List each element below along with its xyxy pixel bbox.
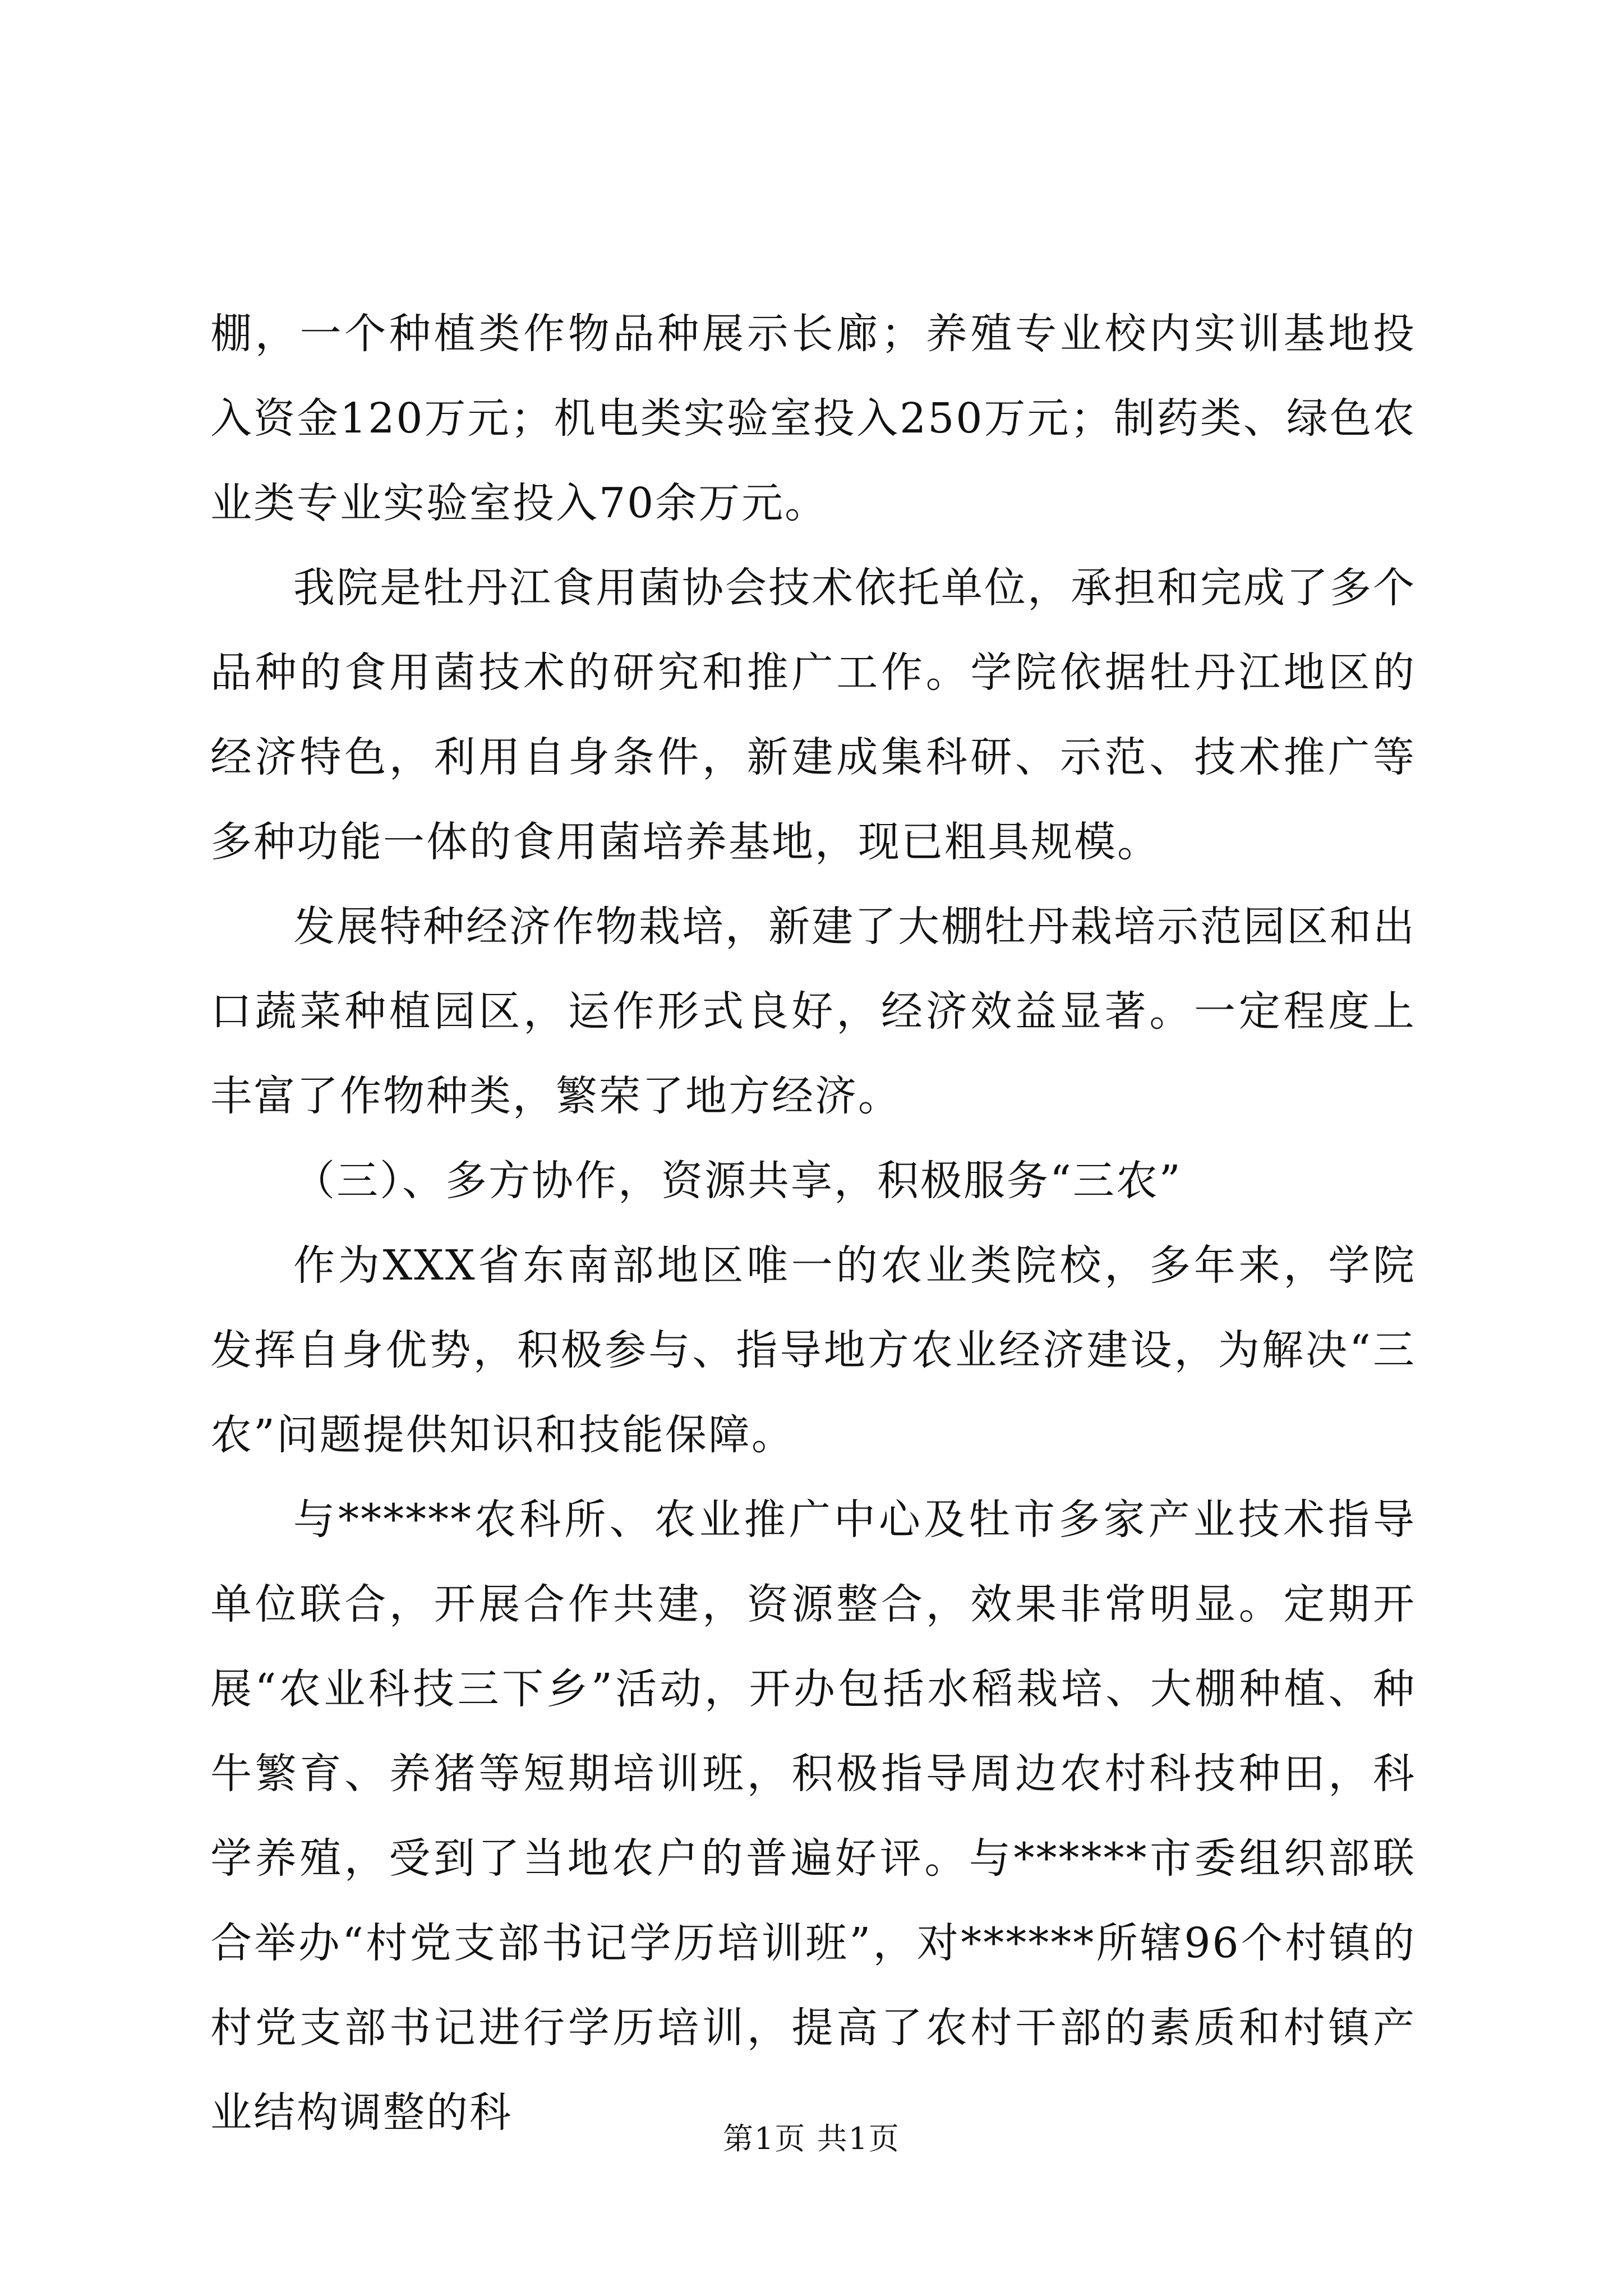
paragraph-continuation: 棚，一个种植类作物品种展示长廊；养殖专业校内实训基地投入资金120万元；机电类实验室投入250万元；制药类、绿色农业类专业实验室投入70余万元。	[210, 310, 1416, 527]
paragraph-mushroom-base: 我院是牡丹江食用菌协会技术依托单位，承担和完成了多个品种的食用菌技术的研究和推广工作。学院依据牡丹江地区的经济特色，利用自身条件，新建成集科研、示范、技术推广等多种功能一体的食用菌培养基地，现已粗具规模。	[210, 564, 1416, 866]
section-heading: （三）、多方协作，资源共享，积极服务“三农”	[293, 1157, 1182, 1205]
paragraph-special-crops: 发展特种经济作物栽培，新建了大棚牡丹栽培示范园区和出口蔬菜种植园区，运作形式良好，经济效益显著。一定程度上丰富了作物种类，繁荣了地方经济。	[210, 903, 1416, 1120]
document-body	[210, 292, 1416, 2155]
page-number-footer: 第1页 共1页	[723, 2121, 900, 2156]
paragraph-cooperation: 与******农科所、农业推广中心及牡市多家产业技术指导单位联合，开展合作共建，资源整合，效果非常明显。定期开展“农业科技三下乡”活动，开办包括水稻栽培、大棚种植、种牛繁育、养猪等短期培训班，积极指导周边农村科技种田，科学养殖，受到了当地农户的普遍好评。与******市委组织部联合举办“村党支部书记学历培训班”，对******所辖96个村镇的村党支部书记进行学历培训，提高了农村干部的素质和村镇产业结构调整的科	[210, 1496, 1416, 2137]
paragraph-agricultural-college: 作为XXX省东南部地区唯一的农业类院校，多年来，学院发挥自身优势，积极参与、指导地方农业经济建设，为解决“三农”问题提供知识和技能保障。	[210, 1241, 1416, 1459]
